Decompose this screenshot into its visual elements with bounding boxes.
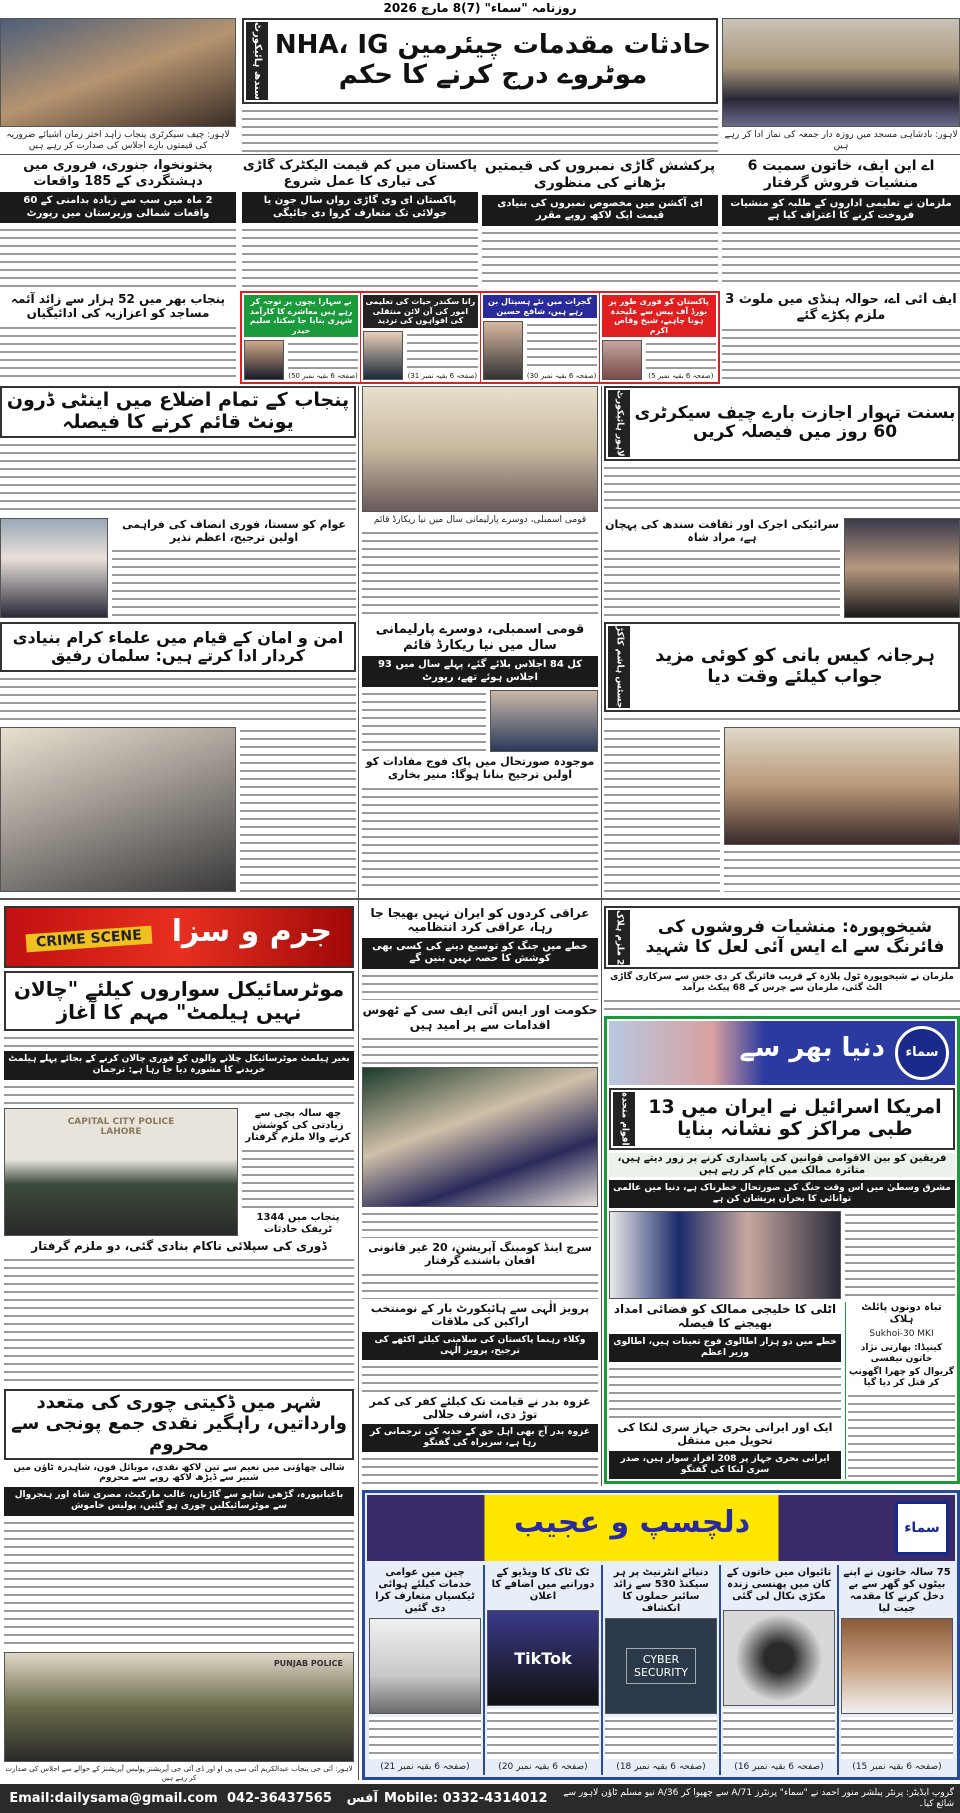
- box-ref: (صفحہ 6 بقیہ نمبر 30): [526, 371, 597, 380]
- world-s3: ایرانی بحری جہاز پر 208 افراد سوار ہیں، صدر سری لنکا کی گفتگو: [609, 1451, 841, 1480]
- row5-right-lower: [604, 727, 960, 892]
- box-content: [363, 331, 477, 380]
- oddity-photo: [841, 1618, 953, 1714]
- profile-photo: [483, 321, 523, 380]
- row5-center-item2: موجودہ صورتحال میں پاک فوج مفادات کو اولین ترجیح بنانا ہوگا: منیر بخاری: [365, 755, 595, 782]
- top-left: [0, 18, 236, 152]
- footer: [0, 1784, 960, 1813]
- cyber-security-text: CYBER SECURITY: [626, 1648, 696, 1684]
- row4-right-body: [604, 464, 960, 515]
- oddities-sama-logo: سماء: [895, 1501, 949, 1555]
- oddity-photo: [487, 1610, 599, 1706]
- oddity-item: [483, 1565, 601, 1775]
- row3-right-body: [722, 326, 960, 382]
- row5-right: [604, 622, 960, 892]
- crime-side: [242, 1108, 354, 1236]
- row5-center-mid: [362, 690, 598, 752]
- profile-box-3: [360, 293, 479, 382]
- center-h4: پرویز الٰہی سے ہائیکورٹ بار کے نومنتخب اراکین کی ملاقات: [370, 1302, 590, 1329]
- oddity-photo: [369, 1618, 481, 1714]
- row4-right-headline: بسنت تہوار اجازت بارے چیف سیکرٹری 60 روز میں فیصلہ کریں: [634, 402, 956, 443]
- lead-headline-box: [242, 18, 718, 104]
- box-text: [288, 340, 358, 380]
- row4-left-headline: پنجاب کے تمام اضلاع میں اینٹی ڈرون یونٹ قائم کرنے کا فیصلہ: [6, 389, 350, 433]
- right-headline: شیخوپورہ: منشیات فروشوں کی فائرنگ سے اے ایس آئی لعل کا شہید: [645, 917, 945, 957]
- crime-headline: موٹرسائیکل سواروں کیلئے "چالان نہیں ہیلمٹ" مہم کا آغاز: [13, 977, 345, 1024]
- police-sign: CAPITAL CITY POLICE LAHORE: [67, 1116, 175, 1137]
- lead-story: [242, 18, 718, 152]
- crime-body2: [4, 1083, 354, 1105]
- oddity-ref: (صفحہ 6 بقیہ نمبر 15): [852, 1762, 942, 1773]
- lead-headline: حادثات مقدمات چیئرمین NHA، IG موٹروے درج کرنے کا حکم: [274, 30, 712, 90]
- top-left-photo: [0, 18, 236, 127]
- world-body: [845, 1211, 955, 1299]
- crime-side-body: [242, 1147, 354, 1209]
- oddity-ref: (صفحہ 6 بقیہ نمبر 16): [734, 1762, 824, 1773]
- oddity-headline: 75 سالہ خاتون نے اپنے بیٹوں کو گھر سے بے دخل کرنے کا مقدمہ جیت لیا: [843, 1567, 951, 1614]
- world-s2: خطے میں دو ہزار اطالوی فوج تعینات ہیں، اطالوی وزیر اعظم: [609, 1334, 841, 1363]
- crime-title: جرم و سزا: [171, 914, 332, 949]
- footer-email[interactable]: Email:dailysama@gmail.com: [9, 1791, 218, 1806]
- headline: اے این ایف، خاتون سمیت 6 منشیات فروش گرفتار: [747, 158, 935, 191]
- oddity-body: [723, 1709, 835, 1759]
- box-body: [407, 331, 477, 369]
- center-s4: وکلاء رہنما پاکستان کی سلامتی کیلئے اکٹھے کی ترجیح، پرویز الٰہی: [362, 1332, 598, 1361]
- row5-right-photo: [724, 727, 960, 845]
- oddity-item: [601, 1565, 719, 1775]
- crime-sub3: باغبانپورہ، گڑھی شاہو سے گاڑیاں، غالب مارکیٹ، مصری شاہ اور ہنجروال سے موٹرسائیکلیں چوری ہو گئیں، پولیس خاموش: [4, 1487, 354, 1516]
- footer-office-phone: 042-36437565: [227, 1791, 332, 1806]
- world-h2: اٹلی کا خلیجی ممالک کو فضائی امداد بھیجنے کا فیصلہ: [613, 1302, 837, 1331]
- lead-tag: سندھ ہائیکورٹ: [246, 22, 268, 100]
- crime-banner: [4, 906, 354, 968]
- right-tag: 2 ملزم ہلاک: [608, 910, 630, 965]
- box-title: رانا سکندر حیات کی تعلیمی امور کی آن لائن منتقلی کی افواہوں کی تردید: [363, 295, 477, 328]
- row3-left: [0, 292, 236, 382]
- row4-left-sub: عوام کو سستا، فوری انصاف کی فراہمی اولین ترجیح، اعظم نذیر: [122, 518, 346, 545]
- tiktok-logo: TikTok: [514, 1648, 572, 1668]
- row2-story-1: [722, 158, 960, 288]
- center-h3: سرچ اینڈ کومبنگ آپریشن، 20 غیر قانونی افغان باشندے گرفتار: [368, 1241, 592, 1268]
- row3-right-headline: ایف آئی اے، حوالہ ہنڈی میں ملوث 3 ملزم پکڑے گئے: [725, 292, 957, 323]
- row4-left: [0, 386, 356, 618]
- oddity-item: [367, 1565, 483, 1775]
- world-headline: امریکا اسرائیل نے ایران میں 13 طبی مراکز کو نشانہ بنایا: [648, 1095, 942, 1140]
- profile-photo: [244, 340, 284, 380]
- body: [482, 229, 718, 288]
- footer-office-label: آفس: [346, 1791, 378, 1806]
- row4-right-lower-text: [604, 518, 840, 618]
- center-s1: خطے میں جنگ کو توسیع دینے کی کسی بھی کوشش کا حصہ نہیں بنیں گے: [362, 938, 598, 969]
- row2-story-4: [0, 158, 236, 288]
- row4-center-photo: [362, 386, 598, 512]
- oddities-banner: [367, 1495, 955, 1561]
- oddity-body: [841, 1717, 953, 1759]
- center-body5: [362, 1455, 598, 1484]
- crime-bottom-caption: لاہور: آئی جی پنجاب عبدالکریم آئی سی پی او اور ڈی آئی جی آپریشنز پولیس آپریشنز کے حوالے سے اجلاس کی صدارت کر رہے ہیں: [5, 1765, 353, 1782]
- world-side1: تباہ دونوں پائلٹ ہلاک: [861, 1302, 942, 1326]
- crime-body: [4, 1034, 354, 1048]
- lead-body: [242, 107, 718, 152]
- row5-center-body2: [362, 785, 598, 892]
- crime-section: [4, 906, 354, 1782]
- center-column: [362, 906, 598, 1484]
- row4-left-headline-box: [0, 386, 356, 438]
- world-side1-body: Sukhoi-30 MKI: [869, 1329, 934, 1340]
- crime-headline3: شہر میں ڈکیتی چوری کی متعدد وارداتیں، راہگیر نقدی جمع پونجی سے محروم: [11, 1392, 347, 1455]
- headline: پاکستان میں کم قیمت الیکٹرک گاڑی کی تیاری کا عمل شروع: [242, 158, 478, 189]
- footer-imprint: گروپ ایڈیٹر: پرنٹر پبلشر منور احمد نے "سماء" پرنٹرز 71/A سے چھپوا کر 36/A نیو مسلم ٹاؤن لاہور سے شائع کیا۔: [563, 1787, 954, 1809]
- box-text: [646, 340, 716, 380]
- oddity-body: [369, 1717, 481, 1759]
- row5-left-headline: امن و امان کے قیام میں علماء کرام بنیادی کردار ادا کرتے ہیں: سلمان رفیق: [12, 627, 344, 665]
- crime-side1: چھ سالہ بچی سے زیادتی کی کوشش کرنے والا ملزم گرفتار: [245, 1107, 351, 1143]
- box-text: [527, 321, 597, 380]
- world-photo-row: [609, 1211, 955, 1299]
- center-body3: [362, 1271, 598, 1300]
- profile-photo: [602, 340, 642, 380]
- oddity-headline: ٹک ٹاک کا ویڈیو کے دورانیے میں اضافے کا اعلان: [491, 1567, 595, 1602]
- crime-tape: CRIME SCENE: [26, 926, 153, 953]
- oddity-body: [487, 1709, 599, 1759]
- row3-right: [722, 292, 960, 382]
- row4-left-lower: [0, 518, 356, 618]
- row5-center: [362, 622, 598, 892]
- box-body: [527, 321, 597, 368]
- punjab-police-sign: PUNJAB POLICE: [273, 1659, 343, 1669]
- box-title: بے سہارا بچوں پر توجہ کر رہے ہیں معاشرے کا کارآمد شہری بنایا جا سکتا، سلیم حیدر: [244, 295, 358, 337]
- world-lower-side: [845, 1302, 955, 1479]
- center-body1: [362, 972, 598, 1001]
- world-side-body: [848, 1392, 955, 1479]
- world-headline-box: [609, 1088, 955, 1150]
- box-ref: (صفحہ 6 بقیہ نمبر 50): [288, 371, 358, 380]
- oddity-ref: (صفحہ 6 بقیہ نمبر 21): [380, 1762, 470, 1773]
- row4-right-photo: [844, 518, 960, 618]
- crime-body3: [4, 1256, 354, 1387]
- headline: پرکشش گاڑی نمبروں کی قیمتیں بڑھانے کی منظوری: [484, 158, 716, 191]
- row5-center-photo: [490, 690, 598, 752]
- box-title: گجرات میں نئے ہسپتال بن رہے ہیں، شافع حسین: [483, 295, 597, 318]
- oddity-photo: [723, 1610, 835, 1706]
- oddity-headline: دنیائے انٹرنیٹ پر ہر سیکنڈ 530 سے زائد سائبر حملوں کا انکشاف: [613, 1567, 709, 1614]
- row5-left-body: [0, 675, 356, 724]
- row5-left: [0, 622, 356, 892]
- row4-right: [604, 386, 960, 618]
- row4-right-sub: سرائیکی اجرک اور ثقافت سندھ کی پہچان ہے، مراد شاہ: [605, 518, 839, 545]
- row4-center-body: [362, 529, 598, 618]
- oddity-ref: (صفحہ 6 بقیہ نمبر 20): [498, 1762, 588, 1773]
- row4-left-lower-text: [112, 518, 356, 618]
- crime-side2: پنجاب میں 1344 ٹریفک حادثات: [256, 1211, 340, 1235]
- row4-center-caption: قومی اسمبلی، دوسرے پارلیمانی سال میں نیا ریکارڈ قائم: [373, 515, 587, 525]
- box-body: [646, 340, 716, 368]
- world-line: فریقین کو بین الاقوامی قوانین کی پاسداری کرنے پر زور دیتے ہیں، متاثرہ ممالک میں کام کر رہے ہیں: [609, 1153, 955, 1177]
- world-banner: [609, 1021, 955, 1085]
- subheadline: پاکستان ای وی گاڑی رواں سال جون یا جولائی تک متعارف کروا دی جائیگی: [242, 192, 478, 223]
- oddities-items: [367, 1565, 955, 1775]
- box-text: [407, 331, 477, 380]
- center-h5: غزوہ بدر نے قیامت تک کیلئے کفر کی کمر توڑ دی، اشرف جلالی: [369, 1394, 591, 1421]
- world-lower-main: [609, 1302, 841, 1479]
- subheadline: ملزمان نے تعلیمی اداروں کے طلبہ کو منشیات فروخت کرنے کا اعتراف کیا ہے: [722, 195, 960, 226]
- box-content: [244, 340, 358, 380]
- oddities-title: دلچسپ و عجیب: [513, 1505, 751, 1540]
- divider: [0, 154, 960, 155]
- profile-box-2: [480, 293, 599, 382]
- row3-left-headline: پنجاب بھر میں 52 ہزار سے زائد آئمہ مساجد کو اعزازیہ کی ادائیگیاں: [10, 292, 226, 321]
- oddity-photo: [605, 1618, 717, 1714]
- center-body2: [362, 1035, 598, 1064]
- right-body: [604, 997, 960, 1013]
- row5-center-body: [362, 690, 486, 752]
- profile-box-1: [599, 293, 718, 382]
- center-caption-lines: [362, 1210, 598, 1239]
- world-side3: گریوال کو چھرا اگھونپ کر قتل کر دیا گیا: [849, 1367, 954, 1389]
- row5-right-body2: [724, 848, 960, 892]
- row4-right-headline-box: [604, 386, 960, 461]
- box-body: [288, 340, 358, 368]
- crime-sub: بغیر ہیلمٹ موٹرسائیکل چلانے والوں کو فوری چالان کرنے کے بجائے پہلے ہیلمٹ خریدنے کا مشورہ دیا جا رہا ہے: ترجمان: [4, 1051, 354, 1080]
- row5-right-headline: ہرجانہ کیس بانی کو کوئی مزید جواب کیلئے وقت دیا: [655, 645, 935, 688]
- profile-photo: [363, 331, 403, 380]
- row5-right-side: [604, 727, 720, 892]
- world-banner-title: دنیا بھر سے: [739, 1032, 885, 1063]
- row4-center: [362, 386, 598, 618]
- subheadline: ای آکشن میں مخصوص نمبروں کی بنیادی قیمت ایک لاکھ روپے مقرر: [482, 195, 718, 226]
- right-sub: ملزمان نے شیخوپورہ ٹول پلازہ کے قریب فائرنگ کر دی جس سے سرکاری گاڑی الٹ گئی، ملزمان سے چرس کے 68 پیکٹ برآمد: [610, 972, 954, 994]
- row2-story-2: [482, 158, 718, 288]
- top-right: [722, 18, 960, 152]
- divider: [0, 898, 960, 900]
- center-h2: حکومت اور ایس آئی ایف سی کے ٹھوس اقدامات سے پر امید ہیں: [362, 1003, 598, 1032]
- body: [722, 229, 960, 288]
- row4-right-tag: لاہور ہائیکورٹ: [608, 390, 630, 457]
- row5-left-photo: [0, 727, 236, 892]
- box-title: پاکستان کو فوری طور پر بورڈ آف پیس سے علیحدہ ہونا چاہیے، شیخ وقاص اکرم: [602, 295, 716, 337]
- body: [242, 226, 478, 288]
- world-photo: [609, 1211, 841, 1299]
- crime-bottom-photo: [4, 1652, 354, 1762]
- center-body4: [362, 1363, 598, 1392]
- oddity-item: [837, 1565, 955, 1775]
- crime-headline-box: [4, 971, 354, 1031]
- oddity-body: [605, 1717, 717, 1759]
- row4-left-photo: [0, 518, 108, 618]
- right-headline-box: [604, 906, 960, 969]
- box-ref: (صفحہ 6 بقیہ نمبر 5): [648, 371, 714, 380]
- row5-left-headline-box: [0, 622, 356, 672]
- row5-left-side: [240, 727, 356, 892]
- crime-body4: [4, 1519, 354, 1650]
- crime-headline3-box: [4, 1389, 354, 1459]
- world-h3: ایک اور ایرانی بحری جہاز سری لنکا کی تحویل میں منتقل: [617, 1421, 833, 1448]
- row4-right-lower: [604, 518, 960, 618]
- row3-left-body: [0, 324, 236, 382]
- row5-right-headline-box: [604, 622, 960, 712]
- profile-boxes: [240, 291, 720, 384]
- masthead-date: روزنامہ "سماء" (7)8 مارچ 2026: [383, 1, 577, 15]
- row5-right-lower-main: [724, 727, 960, 892]
- row4-left-body: [0, 441, 356, 515]
- crime-photo: [4, 1108, 238, 1236]
- oddity-item: [719, 1565, 837, 1775]
- world-box: [604, 1016, 960, 1484]
- box-content: [483, 321, 597, 380]
- world-tag: اقوام متحدہ: [613, 1092, 635, 1146]
- row5-right-tag: جسٹس ہاشم کاکڑ: [608, 626, 630, 708]
- row5-left-lower: [0, 727, 356, 892]
- box-ref: (صفحہ 6 بقیہ نمبر 31): [407, 371, 478, 380]
- profile-box-4: [242, 293, 360, 382]
- oddity-headline: چین میں عوامی خدمات کیلئے ہوائی ٹیکسیاں متعارف کرا دی گئیں: [375, 1567, 475, 1614]
- column-divider: [358, 386, 359, 1780]
- column-divider: [601, 386, 602, 1486]
- body: [0, 226, 236, 288]
- world-side2: کینیڈا: بھارتی نژاد خاتون نیفسی: [860, 1342, 943, 1364]
- oddity-ref: (صفحہ 6 بقیہ نمبر 18): [616, 1762, 706, 1773]
- sama-logo: سماء: [895, 1026, 949, 1080]
- box-content: [602, 340, 716, 380]
- footer-mobile: Mobile: 0332-4314012: [384, 1791, 548, 1806]
- oddities-box: [362, 1490, 960, 1780]
- crime-photo-row: [4, 1108, 354, 1236]
- top-right-caption: لاہور: بادشاہی مسجد میں روزہ دار جمعہ کی نماز ادا کر رہے ہیں: [724, 130, 958, 152]
- headline: پختونخوا، جنوری، فروری میں دہشتگردی کے 185 واقعات: [23, 158, 213, 189]
- world-sub: مشرق وسطیٰ میں اس وقت جنگ کی صورتحال خطرناک ہے، دنیا میں عالمی توانائی کا بحران پریشان کن ہے: [609, 1180, 955, 1209]
- center-s5: غزوہ بدر آج بھی اہل حق کے جذبہ کی ترجمانی کر رہا ہے، سربراہ کی گفتگو: [362, 1424, 598, 1453]
- world-lower: [609, 1302, 955, 1479]
- world-body2: [609, 1365, 841, 1418]
- oddity-headline: تائیوان میں خاتون کے کان میں پھنسی زندہ مکڑی نکال لی گئی: [726, 1567, 832, 1602]
- crime-line3: شالی چھاؤنی میں نعیم سے تین لاکھ نقدی، موبائل فون، شاہدرہ ٹاؤن میں شبیر سے ڈیڑھ لاکھ روپے سے محروم: [13, 1462, 345, 1484]
- crime-headline2: ڈوری کی سپلائی ناکام بنادی گئی، دو ملزم گرفتار: [31, 1238, 327, 1253]
- row2-story-3: [242, 158, 478, 288]
- row5-center-sub: کل 84 اجلاس بلائے گئے، پہلے سال میں 93 اجلاس ہوئے تھے، رپورٹ: [362, 656, 598, 687]
- row5-right-body: [604, 715, 960, 724]
- top-right-photo: [722, 18, 960, 127]
- top-left-caption: لاہور: چیف سیکرٹری پنجاب زاہد اختر زمان اشیائے ضروریہ کی قیمتوں بارے اجلاس کی صدارت کر رہے ہیں: [6, 130, 230, 152]
- row4-right-body2: [604, 547, 840, 618]
- subheadline: 2 ماہ میں سب سے زیادہ بدامنی کے 60 واقعات شمالی وزیرستان میں رپورٹ: [0, 192, 236, 223]
- row4-left-body2: [112, 547, 356, 618]
- right-column: [604, 906, 960, 1484]
- center-photo: [362, 1067, 598, 1207]
- center-h1: عراقی کردوں کو ایران نہیں بھیجا جا رہا، عراقی کرد انتظامیہ: [370, 906, 590, 935]
- row5-center-headline: قومی اسمبلی، دوسرے پارلیمانی سال میں نیا ریکارڈ قائم: [375, 622, 585, 653]
